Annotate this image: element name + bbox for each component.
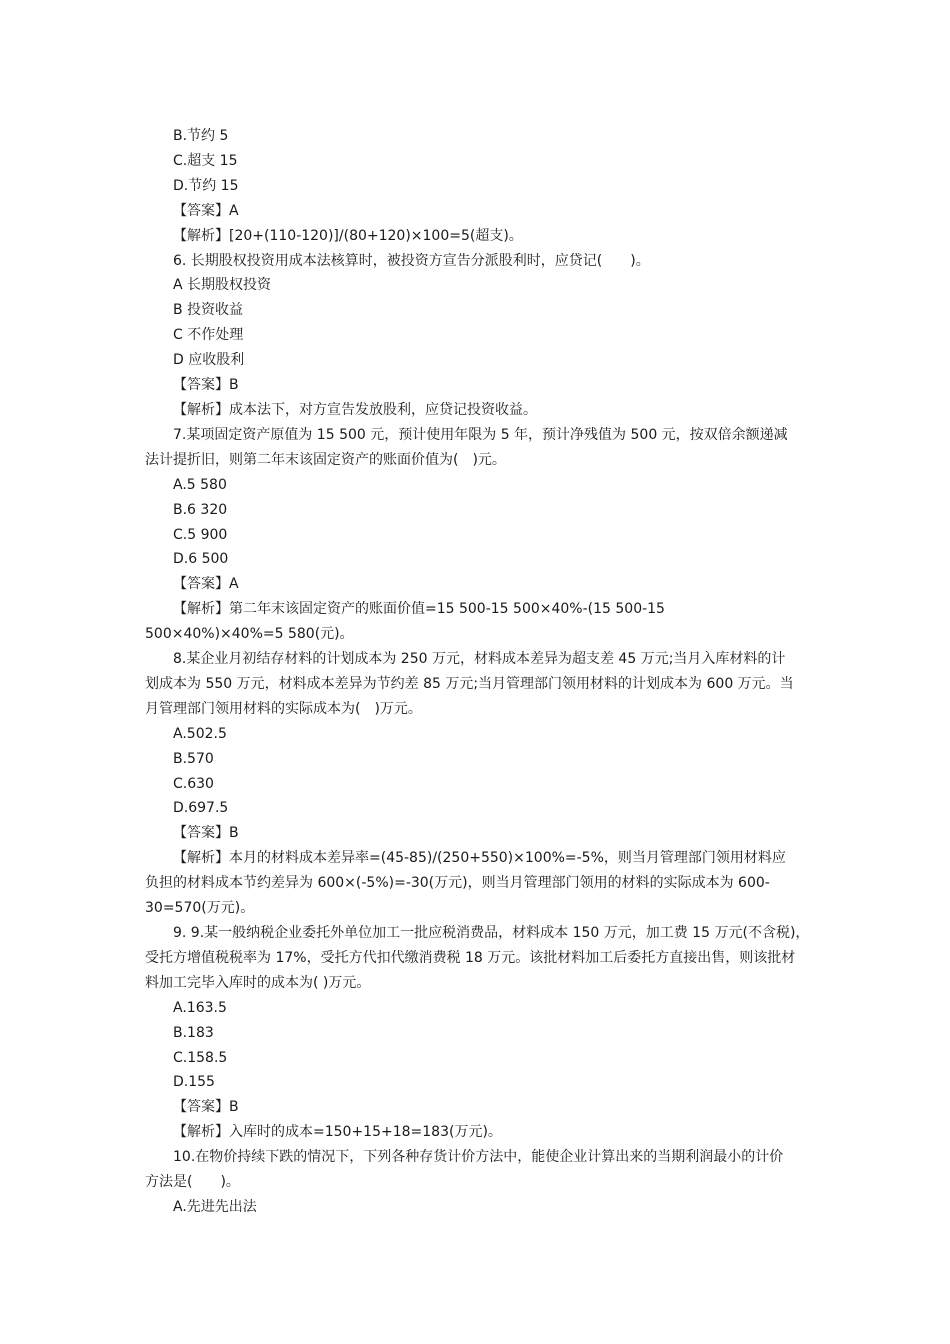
text-line: 7.某项固定资产原值为 15 500 元，预计使用年限为 5 年，预计净残值为 500 元，按双倍余额递减 — [173, 426, 788, 443]
document-page — [145, 124, 810, 1220]
text-line: 月管理部门领用材料的实际成本为( )万元。 — [145, 700, 422, 717]
text-line: A.先进先出法 — [173, 1198, 257, 1215]
text-line: B.570 — [173, 750, 214, 767]
text-line: 500×40%)×40%=5 580(元)。 — [145, 626, 354, 643]
text-line: 【解析】[20+(110-120)]/(80+120)×100=5(超支)。 — [173, 227, 523, 244]
text-line: 9. 9.某一般纳税企业委托外单位加工一批应税消费品，材料成本 150 万元，加工费 15 万元(不含税)， — [173, 925, 810, 941]
text-line: A.502.5 — [173, 725, 227, 742]
text-line: 6. 长期股权投资用成本法核算时，被投资方宣告分派股利时，应贷记( )。 — [173, 252, 650, 269]
text-line: 30=570(万元)。 — [145, 900, 255, 917]
text-line: 【答案】B — [173, 825, 239, 842]
text-line: B.183 — [173, 1024, 214, 1041]
text-line: 方法是( )。 — [145, 1174, 240, 1191]
document-body — [145, 124, 810, 1220]
text-line: B.6 320 — [173, 501, 228, 518]
text-line: C.超支 15 — [173, 152, 238, 169]
text-line: C 不作处理 — [173, 327, 244, 344]
text-line: 10.在物价持续下跌的情况下，下列各种存货计价方法中，能使企业计算出来的当期利润最小的计价 — [173, 1149, 784, 1166]
text-line: 受托方增值税税率为 17%，受托方代扣代缴消费税 18 万元。该批材料加工后委托方直接出售，则该批材 — [145, 949, 796, 966]
text-line: 划成本为 550 万元，材料成本差异为节约差 85 万元;当月管理部门领用材料的计划成本为 600 万元。当 — [145, 675, 794, 692]
text-line: 【解析】第二年末该固定资产的账面价值=15 500-15 500×40%-(15 500-15 — [173, 601, 665, 618]
text-line: 【答案】B — [173, 1099, 239, 1116]
text-line: A 长期股权投资 — [173, 277, 272, 294]
text-line: 料加工完毕入库时的成本为( )万元。 — [145, 974, 371, 991]
text-line: 【解析】入库时的成本=150+15+18=183(万元)。 — [173, 1124, 502, 1141]
text-line: D.697.5 — [173, 800, 229, 817]
text-line: 【答案】A — [173, 202, 239, 219]
text-line: D.155 — [173, 1074, 215, 1091]
text-line: C.5 900 — [173, 526, 228, 543]
text-line: 负担的材料成本节约差异为 600×(-5%)=-30(万元)，则当月管理部门领用的材料的实际成本为 600- — [145, 875, 770, 892]
text-line: A.5 580 — [173, 476, 227, 493]
text-line: 8.某企业月初结存材料的计划成本为 250 万元，材料成本差异为超支差 45 万元;当月入库材料的计 — [173, 651, 786, 668]
text-line: 【解析】成本法下，对方宣告发放股利，应贷记投资收益。 — [173, 401, 537, 418]
text-line: 【答案】B — [173, 377, 239, 394]
text-line: B.节约 5 — [173, 128, 229, 144]
text-line: D 应收股利 — [173, 352, 245, 369]
text-line: D.节约 15 — [173, 177, 239, 194]
text-line: C.158.5 — [173, 1049, 228, 1066]
text-line: A.163.5 — [173, 999, 227, 1016]
text-line: C.630 — [173, 775, 214, 792]
text-line: D.6 500 — [173, 551, 229, 568]
text-line: B 投资收益 — [173, 302, 244, 319]
text-line: 法计提折旧，则第二年末该固定资产的账面价值为( )元。 — [145, 451, 506, 468]
text-line: 【解析】本月的材料成本差异率=(45-85)/(250+550)×100%=-5%，则当月管理部门领用材料应 — [173, 850, 786, 867]
text-line: 【答案】A — [173, 576, 239, 593]
